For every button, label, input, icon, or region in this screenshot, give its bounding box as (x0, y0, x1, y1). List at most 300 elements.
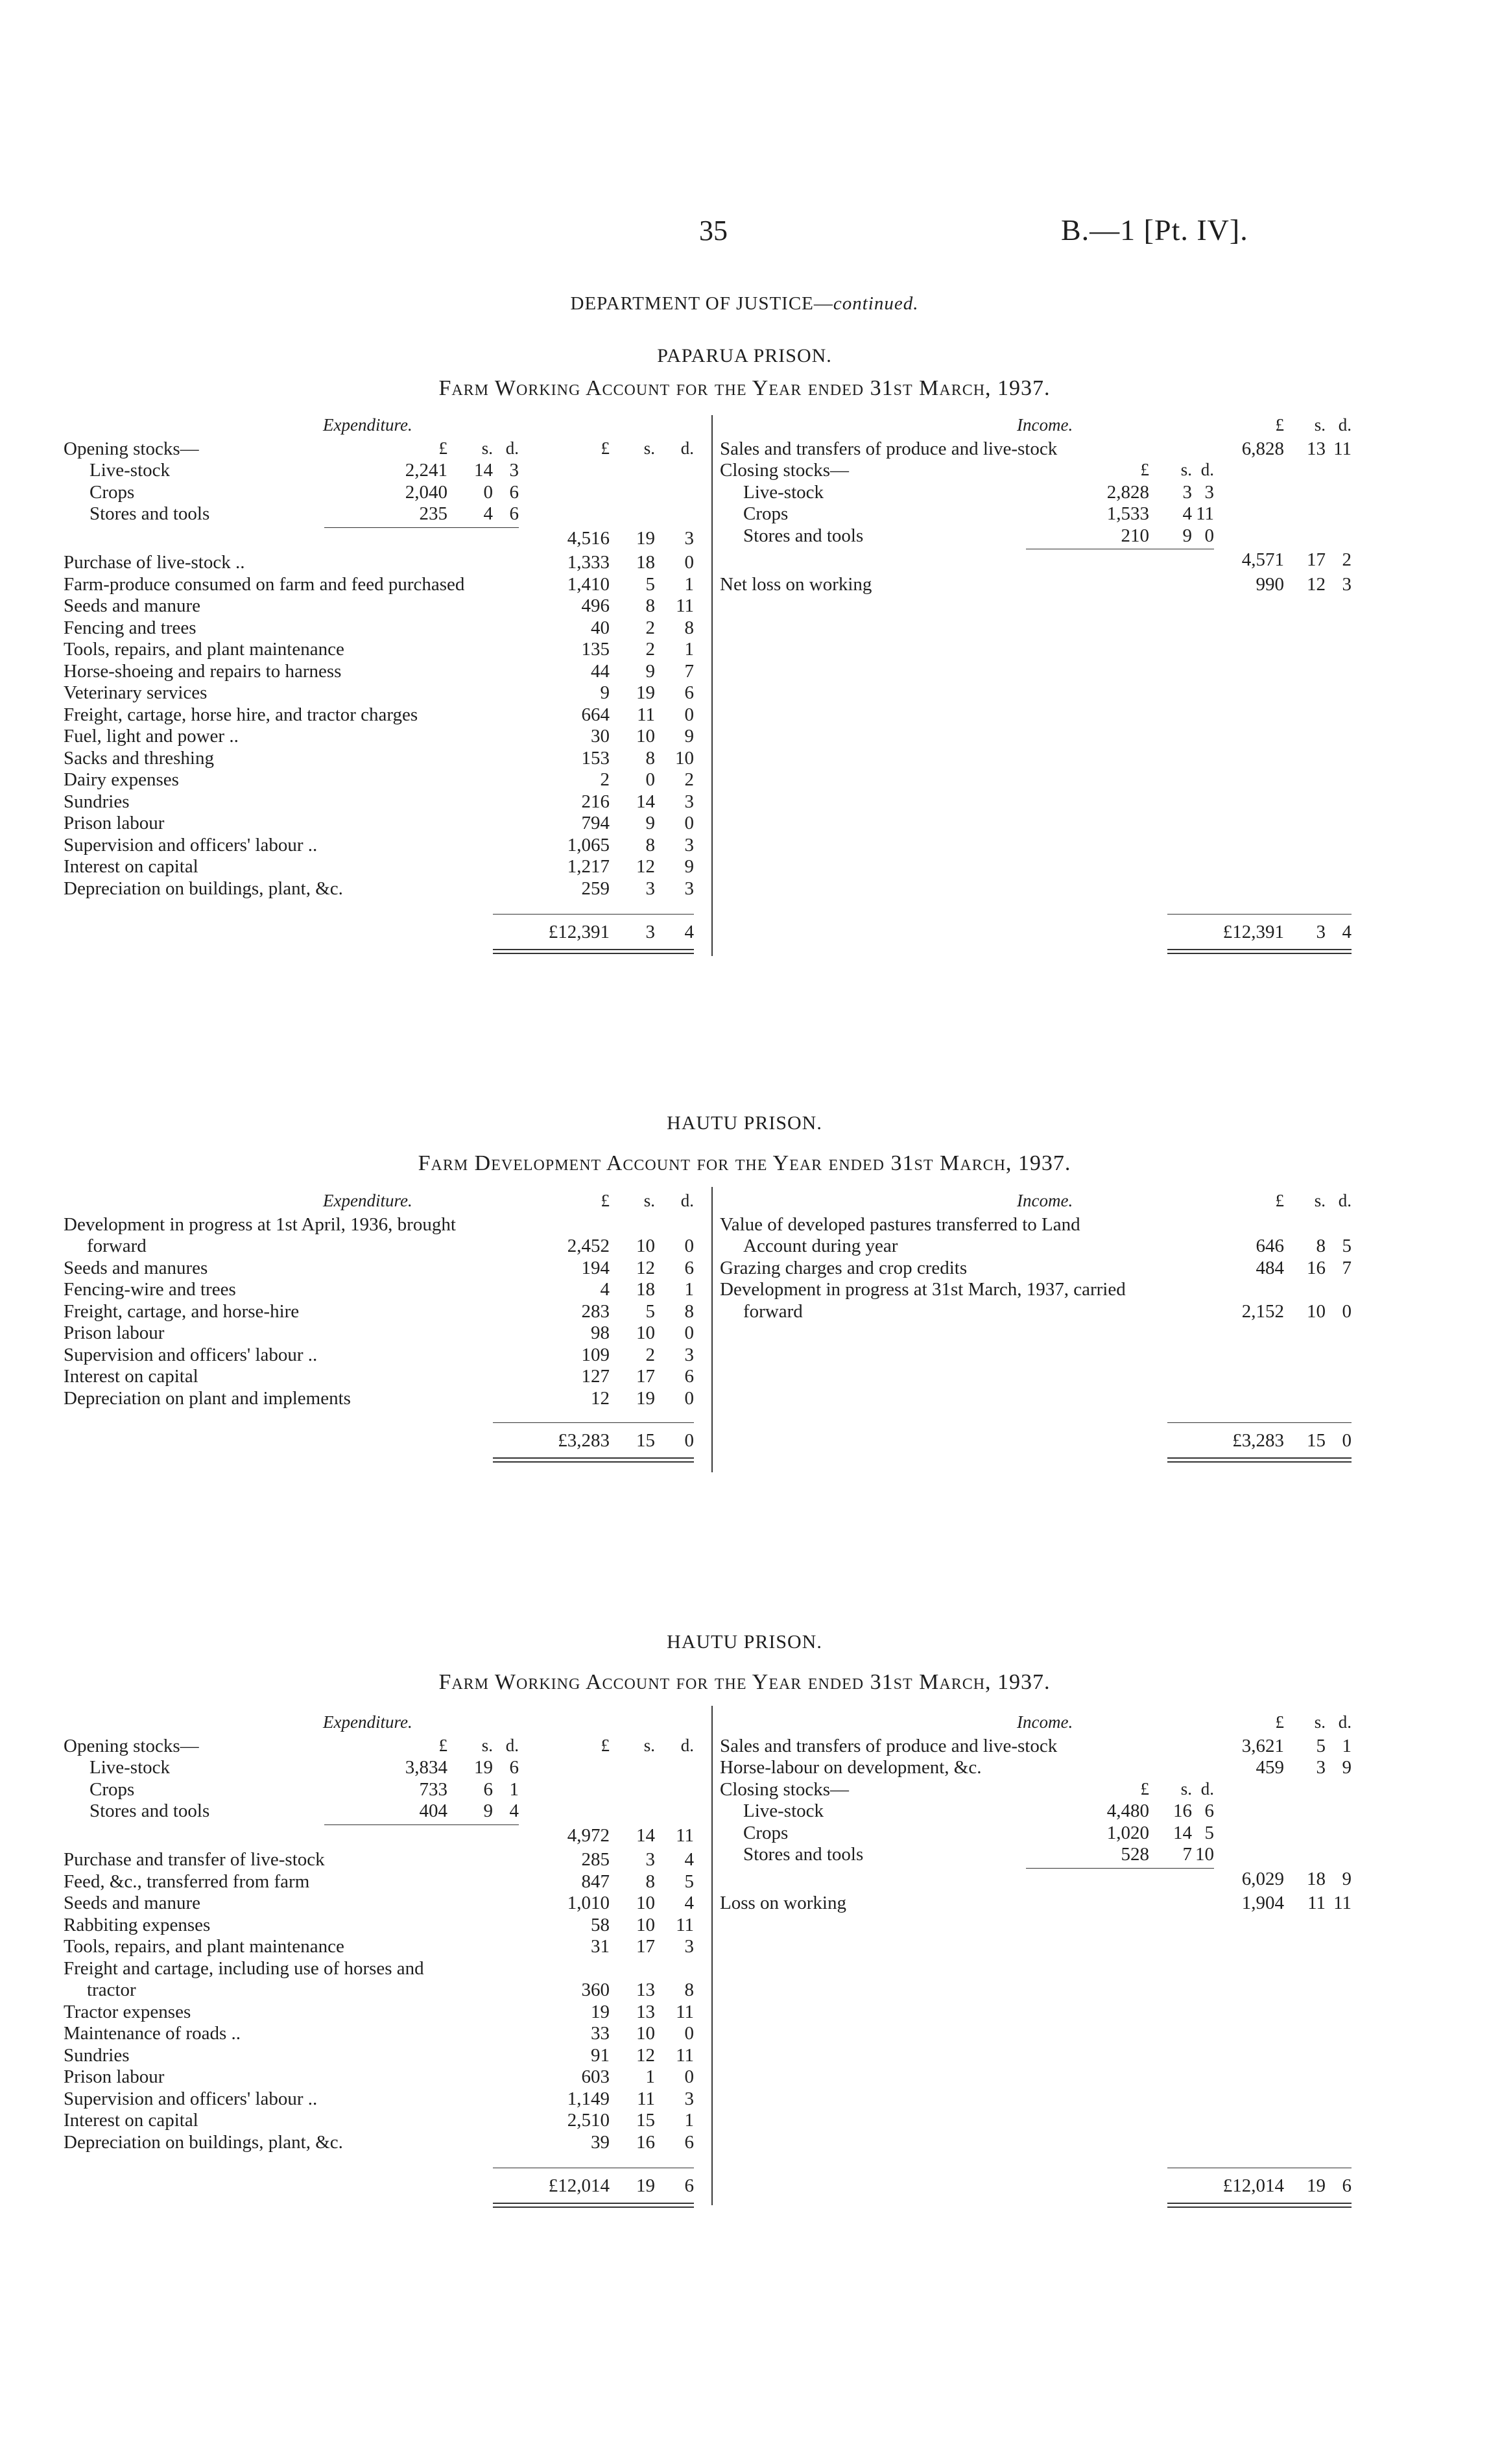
s1-exp-row-0-label: Purchase of live-stock .. (64, 552, 245, 573)
s1-exp-row-14-pence: 9 (684, 856, 694, 877)
s1-exp-row-15-pence: 3 (684, 878, 694, 899)
s1-exp-row-13-pence: 3 (684, 834, 694, 855)
s3-inc-outer-pence-header: d. (1338, 1712, 1352, 1732)
s1-exp-total-pounds: £12,391 (548, 922, 610, 942)
s2-exp-row-8-label: Depreciation on plant and implements (64, 1387, 351, 1409)
s3-exp-row-9-pence: 11 (676, 2044, 694, 2066)
s1-inc-outer-shilling-header: s. (1314, 415, 1326, 435)
s3-exp-row-9-shillings: 12 (636, 2044, 655, 2066)
s3-exp-outer-pence-header: d. (680, 1735, 694, 1755)
s1-inc-row-top-0-pence: 11 (1333, 438, 1352, 459)
s3-exp-row-10-label: Prison labour (64, 2066, 165, 2087)
s1-inc-inner-shilling-header: s. (1180, 460, 1192, 479)
s1-exp-row-9-pounds: 153 (581, 747, 610, 769)
s3-exp-row-5-label: Freight and cartage, including use of horses and (64, 1957, 424, 1979)
s3-exp-row-9-pounds: 91 (591, 2044, 610, 2066)
s2-inc-row-2-pounds: 484 (1256, 1257, 1284, 1278)
s1-exp-row-7 (0, 704, 1489, 726)
s1-inc-row-0 (0, 574, 1489, 595)
s1-exp-row-1-shillings: 5 (645, 573, 655, 595)
s1-exp-row-3 (0, 617, 1489, 639)
s1-exp-stock-2-label: Stores and tools (89, 503, 210, 524)
s1-inc-stock-0-pence: 3 (1204, 481, 1214, 503)
s1-inc-total-rule-1 (1167, 949, 1352, 950)
s2-exp-row-8 (0, 1388, 1489, 1409)
s3-inc-outer-pound-header: £ (1275, 1712, 1284, 1732)
s1-exp-outer-pence-header: d. (680, 438, 694, 458)
page-number: 35 (699, 215, 728, 246)
s3-inc-row-0 (0, 1893, 1489, 1914)
s3-exp-row-5 (0, 1958, 1489, 1980)
s3-exp-row-13-label: Depreciation on buildings, plant, &c. (64, 2131, 343, 2153)
s2-exp-total-shillings: 15 (636, 1430, 655, 1451)
s3-exp-row-7-label: Tractor expenses (64, 2001, 191, 2022)
s2-inc-total-rule-top (1167, 1422, 1352, 1423)
s1-exp-row-10-pence: 2 (684, 769, 694, 790)
s1-exp-row-7-pounds: 664 (581, 704, 610, 725)
s2-exp-row-3-pounds: 4 (600, 1279, 610, 1300)
s1-exp-outer-pound-header: £ (601, 438, 610, 458)
s1-exp-stocks-total-pence: 3 (684, 527, 694, 549)
s1-exp-stocks-total-pounds: 4,516 (567, 527, 610, 549)
s3-exp-row-0-pence: 4 (684, 1849, 694, 1870)
s2-exp-row-4-pence: 8 (684, 1300, 694, 1322)
s3-inc-stock-0 (0, 1800, 1489, 1822)
s1-exp-row-11-pence: 3 (684, 791, 694, 812)
s1-inc-row-0-label: Net loss on working (720, 573, 872, 595)
s3-exp-stock-2-shillings: 9 (483, 1800, 493, 1821)
s3-inc-total-pounds: £12,014 (1222, 2175, 1284, 2196)
s2-exp-row-7-shillings: 17 (636, 1366, 655, 1387)
s2-inc-row-0 (0, 1214, 1489, 1236)
s2-exp-row-1-pence: 0 (684, 1236, 694, 1256)
s3-exp-row-8-shillings: 10 (636, 2023, 655, 2044)
s1-inc-stock-1-shillings: 4 (1182, 503, 1192, 524)
s1-inc-stocks-total (0, 549, 1489, 571)
s2-inc-total-rule-1 (1167, 1457, 1352, 1459)
s1-inc-stock-2-label: Stores and tools (743, 525, 864, 546)
s2-inc-row-4-label: forward (743, 1300, 803, 1322)
s1-exp-total-pence: 4 (684, 922, 694, 942)
s3-exp-row-0-label: Purchase and transfer of live-stock (64, 1849, 325, 1870)
s2-exp-row-4-pounds: 283 (581, 1300, 610, 1322)
s1-exp-row-14 (0, 856, 1489, 878)
s3-inc-stock-2-shillings: 7 (1182, 1844, 1192, 1865)
s1-exp-row-4 (0, 639, 1489, 660)
s1-exp-row-3-label: Fencing and trees (64, 617, 197, 638)
section1-account-title: Farm Working Account for the Year ended 31st March, 1937. (438, 376, 1051, 400)
s1-exp-row-10-pounds: 2 (600, 769, 610, 790)
s2-inc-total-pounds: £3,283 (1232, 1430, 1284, 1451)
s3-exp-row-12-pounds: 2,510 (567, 2110, 610, 2131)
s3-exp-row-4 (0, 1936, 1489, 1957)
s3-exp-row-11-pence: 3 (684, 2088, 694, 2109)
s1-exp-row-14-pounds: 1,217 (567, 856, 610, 877)
s3-exp-row-10-pounds: 603 (581, 2066, 610, 2087)
s1-inc-total-rule-2 (1167, 953, 1352, 954)
document-reference: B.—1 [Pt. IV]. (1061, 213, 1248, 246)
s3-inc-row-top-1-label: Horse-labour on development, &c. (720, 1757, 982, 1778)
s3-exp-row-8-pounds: 33 (591, 2023, 610, 2044)
s3-exp-outer-shilling-header: s. (643, 1735, 655, 1755)
s2-inc-row-2-label: Grazing charges and crop credits (720, 1257, 968, 1278)
s1-inc-inner-pound-header: £ (1140, 460, 1149, 479)
s3-exp-stock-0-pounds: 3,834 (405, 1757, 447, 1778)
s2-exp-row-4-shillings: 5 (645, 1300, 655, 1322)
s3-exp-stocks-label-label: Opening stocks— (64, 1735, 199, 1756)
s1-inc-stock-1-pence: 11 (1196, 503, 1214, 524)
department-name: DEPARTMENT OF JUSTICE— (570, 293, 833, 314)
s2-exp-row-7 (0, 1366, 1489, 1387)
s3-inc-inner-pence-header: d. (1200, 1778, 1214, 1799)
s1-inc-inner-pence-header: d. (1200, 460, 1214, 479)
s1-inc-outer-pound-header: £ (1275, 415, 1284, 435)
s3-exp-row-6-pounds: 360 (581, 1980, 610, 2000)
s3-exp-row-8-label: Maintenance of roads .. (64, 2023, 241, 2044)
s3-inc-stock-2-pounds: 528 (1121, 1844, 1149, 1865)
s2-inc-row-1-label: Account during year (743, 1236, 898, 1256)
s1-inc-total-pounds: £12,391 (1222, 922, 1284, 942)
s2-exp-row-6-label: Supervision and officers' labour .. (64, 1344, 318, 1365)
s2-exp-row-5-label: Prison labour (64, 1322, 165, 1343)
s1-exp-row-10 (0, 769, 1489, 791)
s1-exp-row-15-label: Depreciation on buildings, plant, &c. (64, 878, 343, 899)
s3-exp-stock-1-pounds: 733 (419, 1778, 447, 1800)
s2-inc-row-3 (0, 1279, 1489, 1300)
s2-exp-total-rule-top (493, 1422, 694, 1423)
s1-exp-stock-0-pounds: 2,241 (405, 460, 447, 481)
s3-inc-stocks-label-label: Closing stocks— (720, 1778, 849, 1800)
s1-exp-total-rule-top (493, 914, 694, 915)
s1-exp-row-3-pounds: 40 (591, 617, 610, 638)
s3-inc-stock-0-label: Live-stock (743, 1800, 824, 1821)
s2-exp-row-5-shillings: 10 (636, 1322, 655, 1343)
s3-exp-stock-1-pence: 1 (509, 1778, 519, 1800)
s3-exp-column-heading: Expenditure. (323, 1712, 412, 1732)
s3-inc-stocks-total-shillings: 18 (1307, 1868, 1326, 1889)
s1-inc-stocks-label-label: Closing stocks— (720, 460, 849, 481)
s1-exp-row-12-pence: 0 (684, 813, 694, 833)
s1-exp-row-10-shillings: 0 (645, 769, 655, 790)
s3-exp-row-4-pounds: 31 (591, 1936, 610, 1957)
s1-exp-row-4-pounds: 135 (581, 639, 610, 660)
s2-exp-row-5-pence: 0 (684, 1322, 694, 1343)
s1-inc-stock-2-pounds: 210 (1121, 525, 1149, 546)
s1-inc-stock-2-shillings: 9 (1182, 525, 1192, 546)
s2-inc-row-4-shillings: 10 (1307, 1300, 1326, 1322)
s2-exp-total-rule-2 (493, 1461, 694, 1463)
s1-exp-row-13-shillings: 8 (645, 834, 655, 855)
s3-exp-row-11-label: Supervision and officers' labour .. (64, 2088, 318, 2109)
s1-exp-row-12-pounds: 794 (581, 813, 610, 833)
s1-exp-row-6-label: Veterinary services (64, 682, 208, 703)
s3-exp-stock-0-shillings: 19 (474, 1757, 493, 1778)
s1-exp-stock-2-shillings: 4 (483, 503, 493, 524)
s1-exp-stock-1-shillings: 0 (483, 481, 493, 503)
s3-inc-row-0-pence: 11 (1333, 1893, 1352, 1913)
s3-exp-stocks-total-pounds: 4,972 (567, 1824, 610, 1846)
s2-inc-row-4-pence: 0 (1342, 1300, 1352, 1322)
s1-inc-stock-2-pence: 0 (1204, 525, 1214, 546)
section1-title: PAPARUA PRISON. (657, 345, 832, 366)
s3-inc-row-0-shillings: 11 (1307, 1893, 1326, 1913)
s3-exp-row-3-pounds: 58 (591, 1914, 610, 1935)
s3-inc-stock-0-pounds: 4,480 (1106, 1800, 1149, 1821)
s1-exp-row-13-label: Supervision and officers' labour .. (64, 834, 318, 855)
s1-exp-stock-1-pence: 6 (509, 481, 519, 503)
s2-inc-outer-shilling-header: s. (1314, 1191, 1326, 1210)
s2-exp-column-heading: Expenditure. (323, 1191, 412, 1210)
s3-inc-stock-0-shillings: 16 (1173, 1800, 1192, 1821)
s2-inc-row-1-pence: 5 (1342, 1236, 1352, 1256)
s3-exp-row-6-pence: 8 (684, 1980, 694, 2000)
s3-exp-total-shillings: 19 (636, 2175, 655, 2196)
s1-exp-row-8-pence: 9 (684, 726, 694, 747)
s1-inc-total (0, 922, 1489, 943)
s1-exp-row-6-pence: 6 (684, 682, 694, 703)
s2-exp-total-pence: 0 (684, 1430, 694, 1451)
s3-exp-row-4-shillings: 17 (636, 1936, 655, 1957)
s1-exp-stock-2-pounds: 235 (419, 503, 447, 524)
section2-title: HAUTU PRISON. (667, 1112, 822, 1134)
s3-exp-row-7-pounds: 19 (591, 2001, 610, 2022)
s2-inc-total (0, 1430, 1489, 1452)
s3-exp-row-8-pence: 0 (684, 2023, 694, 2044)
s3-exp-row-12-shillings: 15 (636, 2110, 655, 2131)
s1-exp-stocks-label-label: Opening stocks— (64, 438, 199, 459)
s1-exp-row-7-pence: 0 (684, 704, 694, 725)
s1-exp-row-7-label: Freight, cartage, horse hire, and tractor charges (64, 704, 418, 725)
s3-inc-row-0-pounds: 1,904 (1241, 1893, 1284, 1913)
s3-exp-row-3-label: Rabbiting expenses (64, 1914, 211, 1935)
s1-exp-row-2-pounds: 496 (581, 595, 610, 616)
s1-exp-total-rule-2 (493, 953, 694, 954)
s1-exp-row-2-label: Seeds and manure (64, 595, 200, 616)
s1-exp-stock-0-label: Live-stock (89, 460, 171, 481)
s3-exp-row-11 (0, 2088, 1489, 2110)
s3-exp-stock-2-label: Stores and tools (89, 1800, 210, 1821)
s3-exp-row-2-pence: 4 (684, 1893, 694, 1913)
s2-inc-total-rule-2 (1167, 1461, 1352, 1463)
s3-exp-row-9 (0, 2045, 1489, 2066)
s2-inc-row-4-pounds: 2,152 (1241, 1300, 1284, 1322)
s1-inc-outer-pence-header: d. (1338, 415, 1352, 435)
s3-exp-row-1-pounds: 847 (581, 1871, 610, 1892)
s1-exp-row-2-pence: 11 (676, 595, 694, 616)
s1-exp-row-2-shillings: 8 (645, 595, 655, 616)
s2-exp-row-7-pence: 6 (684, 1366, 694, 1387)
s3-exp-stocks-total-shillings: 14 (636, 1824, 655, 1846)
s3-exp-row-1-pence: 5 (684, 1871, 694, 1892)
s3-exp-row-12-label: Interest on capital (64, 2110, 198, 2131)
s2-exp-total-pounds: £3,283 (558, 1430, 610, 1451)
s3-exp-row-8 (0, 2023, 1489, 2044)
department-continued: continued. (833, 293, 919, 314)
s1-inc-stock-2 (0, 525, 1489, 547)
s1-inc-stock-0-pounds: 2,828 (1106, 481, 1149, 503)
s1-exp-row-7-shillings: 11 (637, 704, 655, 725)
s3-exp-row-13 (0, 2132, 1489, 2153)
s2-exp-row-2-label: Seeds and manures (64, 1257, 208, 1278)
s1-exp-inner-pence-header: d. (505, 438, 519, 458)
s1-inc-row-top-0-pounds: 6,828 (1241, 438, 1284, 459)
s3-exp-stock-2-pounds: 404 (419, 1800, 447, 1821)
s1-exp-stocks-total-shillings: 19 (636, 527, 655, 549)
s3-inc-row-top-1 (0, 1757, 1489, 1778)
s1-inc-total-rule-top (1167, 914, 1352, 915)
s1-inc-row-0-pence: 3 (1342, 573, 1352, 595)
s1-exp-row-11-shillings: 14 (636, 791, 655, 812)
s3-exp-row-1-shillings: 8 (645, 1871, 655, 1892)
s1-exp-row-13 (0, 835, 1489, 856)
s1-exp-row-9-label: Sacks and threshing (64, 747, 214, 769)
s3-inc-stock-2-label: Stores and tools (743, 1844, 864, 1865)
s2-exp-row-8-pence: 0 (684, 1387, 694, 1409)
s3-exp-row-13-pence: 6 (684, 2131, 694, 2153)
department-heading (0, 293, 1489, 315)
s3-exp-inner-pence-header: d. (505, 1735, 519, 1755)
s1-inc-column-heading: Income. (1017, 415, 1073, 435)
s3-inc-inner-shilling-header: s. (1180, 1778, 1192, 1799)
s3-inc-stock-2 (0, 1844, 1489, 1865)
s3-inc-stock-1-pence: 5 (1204, 1822, 1214, 1843)
s3-inc-total-rule-1 (1167, 2203, 1352, 2204)
s2-exp-row-7-pounds: 127 (581, 1366, 610, 1387)
s3-exp-outer-pound-header: £ (601, 1735, 610, 1755)
s1-exp-row-12 (0, 813, 1489, 834)
s3-exp-total-rule-1 (493, 2203, 694, 2204)
s3-inc-stock-1-pounds: 1,020 (1106, 1822, 1149, 1843)
s3-exp-row-3-pence: 11 (676, 1914, 694, 1935)
s3-inc-row-top-0 (0, 1736, 1489, 1757)
s1-inc-stocks-total-pounds: 4,571 (1241, 549, 1284, 570)
s3-exp-row-11-shillings: 11 (637, 2088, 655, 2109)
s2-exp-row-1-pounds: 2,452 (567, 1236, 610, 1256)
s3-exp-row-10 (0, 2066, 1489, 2088)
s3-exp-stock-1-label: Crops (89, 1778, 135, 1800)
s2-exp-row-3-pence: 1 (684, 1279, 694, 1300)
s1-exp-row-4-pence: 1 (684, 639, 694, 660)
s1-exp-stock-2-pence: 6 (509, 503, 519, 524)
s1-exp-total-shillings: 3 (645, 922, 655, 942)
s1-exp-row-6-pounds: 9 (600, 682, 610, 703)
s2-exp-row-0-label: Development in progress at 1st April, 1936, brought (64, 1214, 456, 1235)
s3-inc-total (0, 2175, 1489, 2197)
s2-exp-row-8-shillings: 19 (636, 1387, 655, 1409)
s1-exp-row-14-label: Interest on capital (64, 856, 198, 877)
s3-exp-row-2-label: Seeds and manure (64, 1893, 200, 1913)
s3-exp-inner-shilling-header: s. (481, 1735, 493, 1755)
s2-inc-row-2-pence: 7 (1342, 1257, 1352, 1278)
s3-inc-column-heading: Income. (1017, 1712, 1073, 1732)
s1-exp-row-15-shillings: 3 (645, 878, 655, 899)
s1-exp-row-0-pence: 0 (684, 552, 694, 573)
s1-inc-row-top-0-label: Sales and transfers of produce and live-stock (720, 438, 1058, 459)
s3-inc-total-pence: 6 (1342, 2175, 1352, 2196)
s1-exp-stock-1-pounds: 2,040 (405, 481, 447, 503)
s2-inc-outer-pence-header: d. (1338, 1191, 1352, 1210)
s2-inc-column-heading: Income. (1017, 1191, 1073, 1210)
s1-inc-stock-1-pounds: 1,533 (1106, 503, 1149, 524)
s3-exp-row-2-shillings: 10 (636, 1893, 655, 1913)
s3-inc-row-top-0-pence: 1 (1342, 1735, 1352, 1756)
s1-exp-row-5-label: Horse-shoeing and repairs to harness (64, 660, 342, 682)
s3-exp-row-10-shillings: 1 (645, 2066, 655, 2087)
s3-inc-row-top-0-shillings: 5 (1316, 1735, 1326, 1756)
s3-exp-row-3-shillings: 10 (636, 1914, 655, 1935)
s1-inc-stock-0-shillings: 3 (1182, 481, 1192, 503)
s3-inc-outer-shilling-header: s. (1314, 1712, 1326, 1732)
s1-exp-inner-pound-header: £ (438, 438, 447, 458)
s3-inc-inner-pound-header: £ (1140, 1778, 1149, 1799)
s2-inc-row-2 (0, 1258, 1489, 1279)
s1-inc-stocks-total-pence: 2 (1342, 549, 1352, 570)
s3-inc-stocks-total-pounds: 6,029 (1241, 1868, 1284, 1889)
s1-exp-row-1-pence: 1 (684, 573, 694, 595)
s2-exp-row-6-shillings: 2 (645, 1344, 655, 1365)
s1-exp-row-0-pounds: 1,333 (567, 552, 610, 573)
s3-exp-row-13-pounds: 39 (591, 2131, 610, 2153)
s3-exp-row-6 (0, 1980, 1489, 2001)
s1-exp-row-3-shillings: 2 (645, 617, 655, 638)
s1-exp-row-9 (0, 748, 1489, 769)
s3-inc-row-top-1-pounds: 459 (1256, 1757, 1284, 1778)
s3-exp-stock-0-label: Live-stock (89, 1757, 171, 1778)
s1-exp-row-8 (0, 726, 1489, 747)
s3-exp-total-pence: 6 (684, 2175, 694, 2196)
s3-exp-row-12-pence: 1 (684, 2110, 694, 2131)
section3-account-title: Farm Working Account for the Year ended 31st March, 1937. (438, 1670, 1051, 1694)
s1-inc-stock-1-label: Crops (743, 503, 789, 524)
s3-inc-row-top-1-pence: 9 (1342, 1757, 1352, 1778)
s1-exp-row-5 (0, 661, 1489, 682)
s3-inc-stocks-total-pence: 9 (1342, 1868, 1352, 1889)
s2-exp-row-8-pounds: 12 (591, 1387, 610, 1409)
s2-inc-row-1 (0, 1236, 1489, 1257)
s3-exp-total-pounds: £12,014 (548, 2175, 610, 2196)
s2-exp-row-2-pounds: 194 (581, 1257, 610, 1278)
s2-exp-row-3-shillings: 18 (636, 1279, 655, 1300)
s1-inc-row-0-shillings: 12 (1307, 573, 1326, 595)
s2-exp-row-1-shillings: 10 (636, 1236, 655, 1256)
s2-exp-row-6-pounds: 109 (581, 1344, 610, 1365)
s2-exp-row-4-label: Freight, cartage, and horse-hire (64, 1300, 300, 1322)
s3-exp-row-6-shillings: 13 (636, 1980, 655, 2000)
s3-exp-row-3 (0, 1915, 1489, 1936)
s1-exp-row-15 (0, 878, 1489, 900)
s2-inc-row-2-shillings: 16 (1307, 1257, 1326, 1278)
s3-exp-row-7-pence: 11 (676, 2001, 694, 2022)
s3-exp-row-1-label: Feed, &c., transferred from farm (64, 1871, 310, 1892)
s1-exp-column-heading: Expenditure. (323, 415, 412, 435)
s1-exp-row-15-pounds: 259 (581, 878, 610, 899)
s1-exp-row-1-pounds: 1,410 (567, 573, 610, 595)
s1-exp-row-13-pounds: 1,065 (567, 834, 610, 855)
s2-exp-outer-pound-header: £ (601, 1191, 610, 1210)
s3-exp-total-rule-2 (493, 2207, 694, 2208)
s2-inc-total-shillings: 15 (1307, 1430, 1326, 1451)
s1-exp-inner-shilling-header: s. (481, 438, 493, 458)
s1-exp-row-10-label: Dairy expenses (64, 769, 179, 790)
s3-exp-row-4-label: Tools, repairs, and plant maintenance (64, 1936, 344, 1957)
s1-inc-total-pence: 4 (1342, 922, 1352, 942)
s3-exp-stock-2-pence: 4 (509, 1800, 519, 1821)
s1-exp-outer-shilling-header: s. (643, 438, 655, 458)
s1-inc-row-top-0 (0, 438, 1489, 460)
s3-exp-inner-pound-header: £ (438, 1735, 447, 1755)
s2-exp-row-2-pence: 6 (684, 1257, 694, 1278)
s2-inc-row-1-shillings: 8 (1316, 1236, 1326, 1256)
